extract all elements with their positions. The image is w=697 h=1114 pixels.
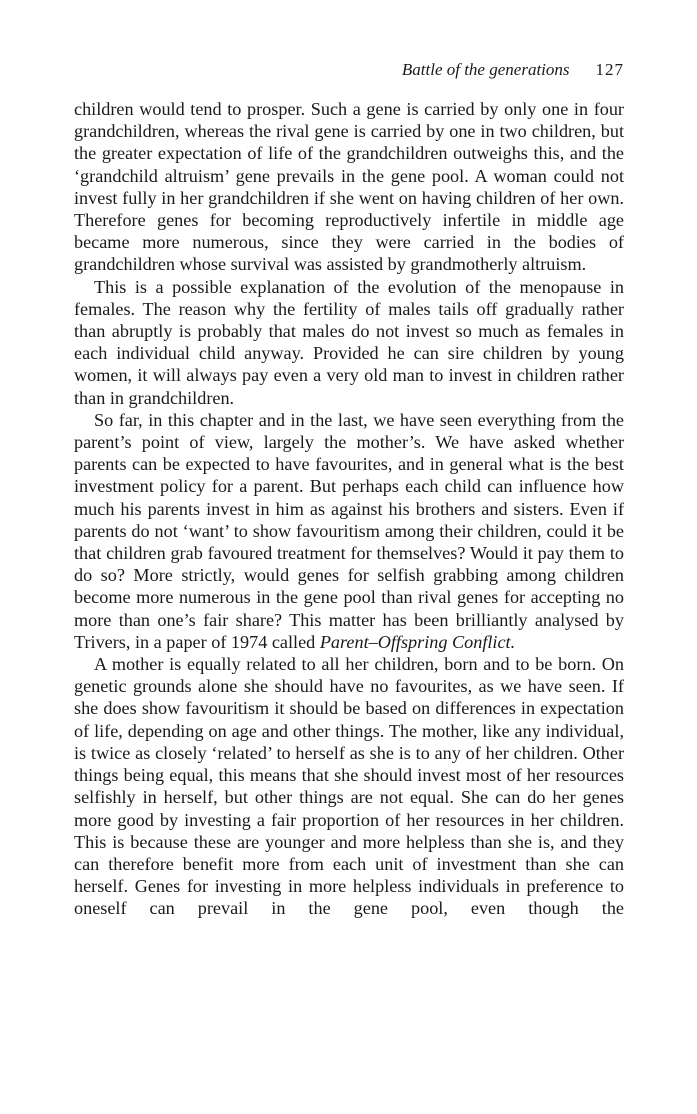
paragraph-4: A mother is equally related to all her children, born and to be born. On genetic grounds alone she should have no favourites, as we have seen. If she does show favouritism it should be based on differences in expectation of life, depending on age and other things. The mother, like any individual, is twice as closely ‘related’ to herself as she is to any of her children. Other things being equal, this means that she should invest most of her resources selfishly in herself, but other things are not equal. She can do her genes more good by investing a fair proportion of her resources in her children. This is because these are younger and more helpless than she is, and they can therefore benefit more from each unit of investment than she can herself. Genes for investing in more helpless individuals in preference to oneself can prevail in the gene pool, even though the xyxy=(74,654,624,919)
body-text xyxy=(74,98,624,920)
cited-paper-title: Parent–Offspring Conflict. xyxy=(319,631,516,652)
paragraph-3-text: So far, in this chapter and in the last, we have seen everything from the parent’s point of view, largely the mother’s. We have asked whether parents can be expected to have favourites, and in general what is the best investment policy for a parent. But perhaps each child can influence how much his parents invest in him as against his brothers and sisters. Even if parents do not ‘want’ to show favouritism among their children, could it be that children grab favoured treatment for themselves? Would it pay them to do so? More strictly, would genes for selfish grabbing among children become more numerous in the gene pool than rival genes for accepting no more than one’s fair share? This matter has been brilliantly analysed by Trivers, in a paper of 1974 called xyxy=(74,409,624,652)
paragraph-1: children would tend to prosper. Such a gene is carried by only one in four grandchildren, whereas the rival gene is carried by one in two children, but the greater expectation of life of the grandchildren outweighs this, and the ‘grandchild altruism’ gene prevails in the gene pool. A woman could not invest fully in her grandchildren if she went on having children of her own. Therefore genes for becoming reproductively infertile in middle age became more numerous, since they were carried in the bodies of grandchildren whose survival was assisted by grandmotherly altruism. xyxy=(74,99,624,275)
paragraph-2: This is a possible explanation of the evolution of the menopause in females. The reason why the fertility of males tails off gradually rather than abruptly is probably that males do not invest so much as females in each individual child anyway. Provided he can sire children by young women, it will always pay even a very old man to invest in children rather than in grandchildren. xyxy=(74,276,624,408)
running-head xyxy=(74,60,624,90)
running-title: Battle of the generations xyxy=(401,60,570,79)
paragraph-3 xyxy=(74,409,624,653)
book-page xyxy=(74,60,624,920)
page-number: 127 xyxy=(595,60,624,79)
